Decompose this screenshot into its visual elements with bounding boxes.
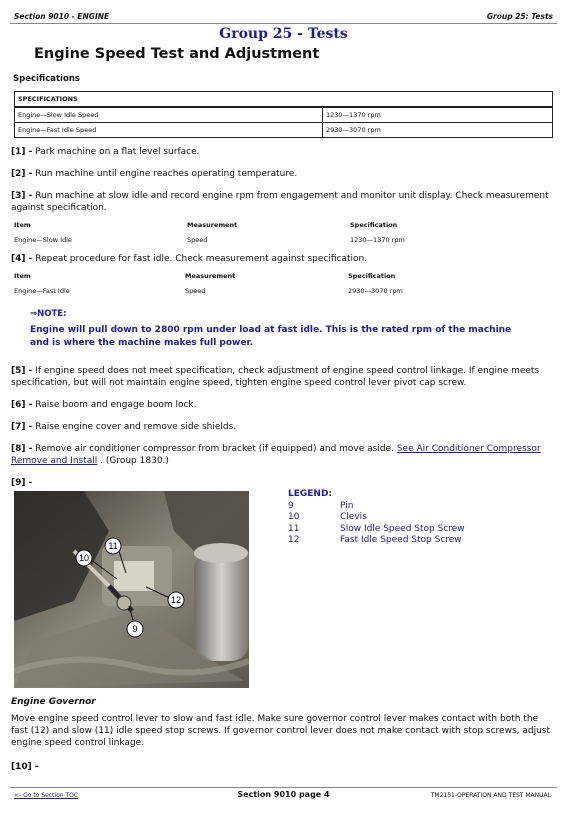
spec-name: Engine—Slow Idle Speed xyxy=(15,107,323,123)
header-divider xyxy=(10,23,557,24)
step-number: [4] - xyxy=(11,254,33,264)
mini-table-1-header-specification: Specification xyxy=(350,221,398,229)
mini-table-1-specification: 1230—1370 rpm xyxy=(350,236,405,244)
callout-11 xyxy=(105,538,121,554)
step-number: [8] - xyxy=(11,444,33,454)
specifications-table xyxy=(14,91,553,138)
manual-title: TM2151-OPERATION AND TEST MANUAL xyxy=(430,792,551,799)
mini-table-1-item: Engine—Slow Idle xyxy=(14,236,72,244)
step-number: [10] - xyxy=(11,762,39,772)
engine-governor-illustration xyxy=(14,491,249,688)
svg-text:11: 11 xyxy=(108,541,118,551)
step-6 xyxy=(11,399,556,411)
step-text: Park machine on a flat level surface. xyxy=(32,147,200,157)
legend-item xyxy=(288,524,465,536)
legend-number: 11 xyxy=(288,523,300,534)
legend-label: Fast Idle Speed Stop Screw xyxy=(340,535,462,545)
legend-label: Clevis xyxy=(340,512,367,522)
step-text-after: . (Group 1830.) xyxy=(97,456,169,466)
mini-table-2-item: Engine—Fast Idle xyxy=(14,287,70,295)
step-2 xyxy=(11,168,556,180)
step-9 xyxy=(11,477,556,489)
step-8 xyxy=(11,443,556,467)
step-number: [6] - xyxy=(11,400,33,410)
spec-value: 2930—3070 rpm xyxy=(323,123,553,138)
mini-table-2-specification: 2930—3070 rpm xyxy=(348,287,403,295)
spec-table-row xyxy=(15,107,553,123)
step-10 xyxy=(11,761,556,773)
step-text: Run machine at slow idle and record engine rpm from engagement and monitor unit display. Check measurement against specification. xyxy=(11,191,549,213)
step-4 xyxy=(11,253,556,265)
group-header: Group 25: Tests xyxy=(486,12,553,21)
compressor-remove-install-link[interactable]: See Air Conditioner Compressor Remove and Install xyxy=(11,444,541,466)
legend-number: 12 xyxy=(288,535,300,545)
spec-table-row xyxy=(15,123,553,138)
group-title: Group 25 - Tests xyxy=(219,26,348,42)
footer-divider xyxy=(10,787,557,788)
legend-label: Slow Idle Speed Stop Screw xyxy=(340,523,465,534)
specifications-label: Specifications xyxy=(13,74,80,84)
mini-table-2-header-item: Item xyxy=(14,272,31,280)
legend-number: 9 xyxy=(288,500,294,511)
step-number: [2] - xyxy=(11,169,33,179)
mini-table-1-header-measurement: Measurement xyxy=(187,221,238,229)
step-5 xyxy=(11,365,556,389)
mini-table-2-measurement: Speed xyxy=(185,287,206,295)
callout-12 xyxy=(168,592,184,608)
page-number: Section 9010 page 4 xyxy=(237,790,330,799)
step-text: Remove air conditioner compressor from bracket (if equipped) and move aside. xyxy=(32,444,397,454)
step-number: [7] - xyxy=(11,422,33,432)
go-to-section-toc-link[interactable]: <- Go to Section TOC xyxy=(14,792,79,799)
mini-table-1-header-item: Item xyxy=(14,221,31,229)
note-text: Engine will pull down to 2800 rpm under load at fast idle. This is the rated rpm of the machine and is where the machine makes full power. xyxy=(30,325,512,348)
step-number: [5] - xyxy=(11,366,33,376)
svg-text:10: 10 xyxy=(78,553,90,563)
step-text: Raise boom and engage boom lock. xyxy=(32,400,197,410)
page-title: Engine Speed Test and Adjustment xyxy=(34,46,320,62)
figure-caption: Engine Governor xyxy=(11,697,96,707)
engine-governor-photo xyxy=(14,491,249,688)
legend xyxy=(288,489,465,547)
step-3 xyxy=(11,190,556,214)
step-text: Raise engine cover and remove side shields. xyxy=(32,422,237,432)
legend-item xyxy=(288,501,465,513)
mini-table-2-header-specification: Specification xyxy=(348,272,396,280)
step-number: [9] - xyxy=(11,478,33,488)
svg-text:9: 9 xyxy=(132,624,138,634)
legend-title: LEGEND: xyxy=(288,489,333,499)
spec-value: 1230—1370 rpm xyxy=(323,107,553,123)
spec-table-header-row xyxy=(15,92,553,108)
section-header: Section 9010 - ENGINE xyxy=(14,12,110,21)
step-number: [3] - xyxy=(11,191,33,201)
callout-9 xyxy=(127,621,143,637)
mini-table-2-header-measurement: Measurement xyxy=(185,272,236,280)
step-text: Repeat procedure for fast idle. Check measurement against specification. xyxy=(32,254,368,264)
legend-item xyxy=(288,512,465,524)
step-7 xyxy=(11,421,556,433)
legend-number: 10 xyxy=(288,512,300,522)
step-text: If engine speed does not meet specification, check adjustment of engine speed control linkage. If engine meets specification, but will not maintain engine speed, tighten engine speed control lever pivot cap screw. xyxy=(11,366,540,388)
mini-table-1-measurement: Speed xyxy=(187,236,208,244)
note-label: ⇒NOTE: xyxy=(30,309,67,319)
svg-text:12: 12 xyxy=(170,595,182,605)
step-number: [1] - xyxy=(11,147,33,157)
step-1 xyxy=(11,146,556,158)
legend-label: Pin xyxy=(340,500,354,511)
step-text: Run machine until engine reaches operating temperature. xyxy=(32,169,298,179)
governor-paragraph: Move engine speed control lever to slow and fast idle. Make sure governor control lever makes contact with both the fast (12) and slow (11) idle speed stop screws. If governor control lever does not make contact with stop screws, adjust engine speed control linkage. xyxy=(11,714,551,748)
callout-10 xyxy=(76,550,92,566)
spec-table-heading: SPECIFICATIONS xyxy=(15,92,553,108)
spec-name: Engine—Fast Idle Speed xyxy=(15,123,323,138)
legend-item xyxy=(288,535,465,547)
